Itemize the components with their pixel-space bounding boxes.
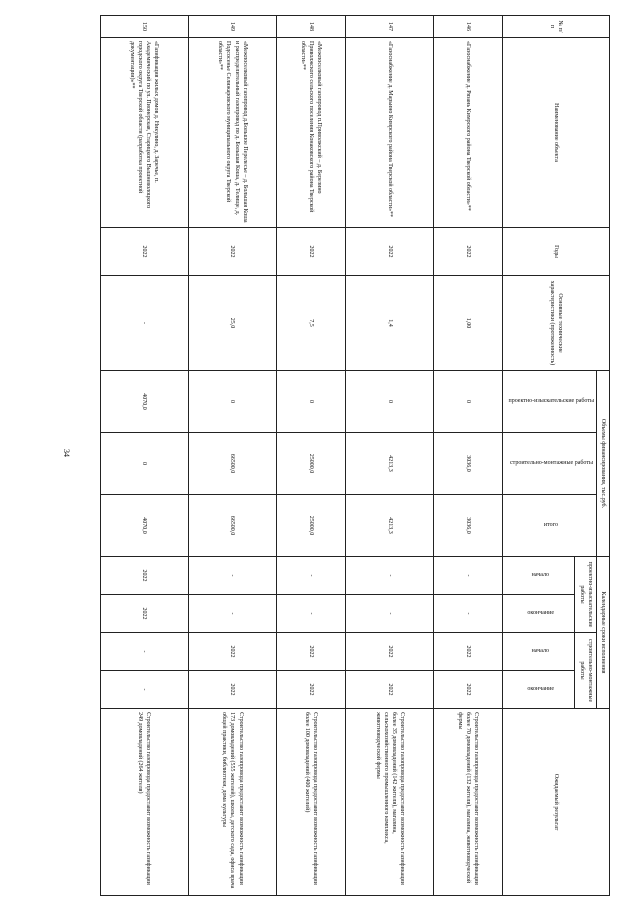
header-fin-construction	[503, 433, 597, 495]
cell-pir-start: -	[277, 557, 346, 595]
cell-name: «Межпоселковый газопровод д.Большое Перелесье – д. Большая Коша и распределительный газопровод по д. Большая Коша, д. Телище, д. Подсосенье Селижаровского муниципального округа Тверской области»**	[188, 38, 276, 228]
cell-smr-end: -	[100, 671, 188, 709]
cell-smr-end: 2022	[434, 671, 503, 709]
header-pir-start-text: начало	[531, 572, 550, 579]
cell-fin-construction: 25000,0	[277, 433, 346, 495]
cell-name: «Межпоселковый газопровод п.Приволжский – д. Березино Приволжского сельского поселения Конаковского района Тверской области»**	[277, 38, 346, 228]
cell-pir-end: -	[346, 595, 434, 633]
header-smr-end-text: окончание	[527, 686, 554, 693]
cell-num: 150	[100, 16, 188, 38]
cell-num: 146	[434, 16, 503, 38]
header-characteristics: Основные технические характеристики (протяженность)	[503, 276, 610, 371]
cell-length: -	[100, 276, 188, 371]
cell-result: Строительство газопровода предоставит возможность газификации более 35 домовладений (142 жителя), магазина, сельскохозяйственного промышленного комплекса, животноводческой фермы	[346, 709, 434, 896]
table-row	[434, 16, 503, 896]
header-name: Наименование объекта	[503, 38, 610, 228]
header-fin-construction-text: строительно-монтажные работы	[509, 460, 593, 467]
header-result: Ожидаемый результат	[503, 709, 610, 896]
page-number: 34	[62, 449, 71, 457]
cell-fin-construction: 4213,3	[346, 433, 434, 495]
cell-pir-start: -	[434, 557, 503, 595]
cell-fin-total: 4070,0	[100, 495, 188, 557]
cell-name: «Газоснабжение д. Рязань Кимрского района Тверской области»**	[434, 38, 503, 228]
cell-length: 25,0	[188, 276, 276, 371]
header-sched-design: проектно-изыскательские работы	[575, 557, 597, 633]
cell-pir-start: -	[346, 557, 434, 595]
cell-pir-end: -	[188, 595, 276, 633]
cell-fin-total: 25000,0	[277, 495, 346, 557]
cell-result: Строительство газопровода предоставит возможность газификации более 100 домовладений (400 жителей)	[277, 709, 346, 896]
cell-fin-total: 3036,0	[434, 495, 503, 557]
cell-length: 7,5	[277, 276, 346, 371]
rotated-page	[100, 15, 610, 895]
header-schedule: Календарные сроки исполнения	[596, 557, 609, 709]
cell-smr-end: 2022	[346, 671, 434, 709]
cell-result: Строительство газопровода предоставит возможность газификации 249 домовладений (264 жителя)	[100, 709, 188, 896]
cell-num: 149	[188, 16, 276, 38]
table-row	[346, 16, 434, 896]
cell-smr-start: -	[100, 633, 188, 671]
cell-fin-construction: 3036,0	[434, 433, 503, 495]
cell-pir-end: -	[434, 595, 503, 633]
header-smr-start-text: начало	[531, 648, 550, 655]
cell-years: 2022	[346, 228, 434, 276]
cell-length: 1,00	[434, 276, 503, 371]
cell-fin-design: 0	[434, 371, 503, 433]
cell-smr-start: 2022	[188, 633, 276, 671]
cell-fin-total: 4213,3	[346, 495, 434, 557]
header-num: № п/п	[503, 16, 610, 38]
header-fin-design-text: проектно-изыскательские работы	[508, 398, 594, 405]
cell-pir-end: 2022	[100, 595, 188, 633]
header-pir-end	[503, 595, 575, 633]
cell-pir-start: -	[188, 557, 276, 595]
cell-result: Строительство газопровода предоставит возможность газификации более 70 домовладений (132 жителя), магазина, животноводческой фермы	[434, 709, 503, 896]
cell-years: 2022	[100, 228, 188, 276]
cell-smr-start: 2022	[277, 633, 346, 671]
cell-smr-end: 2022	[188, 671, 276, 709]
header-smr-start	[503, 633, 575, 671]
table-row	[277, 16, 346, 896]
header-pir-start	[503, 557, 575, 595]
cell-name: «Газоснабжение д. Марьино Кимрского района Тверской области»**	[346, 38, 434, 228]
header-fin-design	[503, 371, 597, 433]
cell-fin-design: 0	[346, 371, 434, 433]
header-fin-total-text: итого	[544, 522, 559, 529]
header-financing: Объемы финансирования, тыс.руб.	[596, 371, 609, 557]
cell-fin-design: 4070,0	[100, 371, 188, 433]
header-fin-total	[503, 495, 597, 557]
cell-pir-start: 2022	[100, 557, 188, 595]
header-sched-construction: строительно-монтажные работы	[575, 633, 597, 709]
cell-num: 147	[346, 16, 434, 38]
cell-num: 148	[277, 16, 346, 38]
cell-length: 1,4	[346, 276, 434, 371]
cell-fin-construction: 66500,0	[188, 433, 276, 495]
cell-smr-end: 2022	[277, 671, 346, 709]
investment-table	[100, 15, 610, 896]
cell-smr-start: 2022	[434, 633, 503, 671]
cell-smr-start: 2022	[346, 633, 434, 671]
cell-fin-design: 0	[277, 371, 346, 433]
cell-name: «Газификация жилых домов д. Никулино, д. Заречье, п. Академический по ул. Пионерская, Старицкого Вышневолоцкого городского округа Тверской области (разработка проектной документации)»**	[100, 38, 188, 228]
cell-fin-construction: 0	[100, 433, 188, 495]
table-row	[188, 16, 276, 896]
cell-years: 2022	[188, 228, 276, 276]
cell-pir-end: -	[277, 595, 346, 633]
cell-fin-design: 0	[188, 371, 276, 433]
header-smr-end	[503, 671, 575, 709]
cell-result: Строительство газопровода предоставит возможность газификации 173 домовладений (555 жителей), школы, детского сада, офиса врача общей практики, библиотеки, дома культуры	[188, 709, 276, 896]
table-row	[100, 16, 188, 896]
cell-fin-total: 66500,0	[188, 495, 276, 557]
cell-years: 2022	[277, 228, 346, 276]
header-pir-end-text: окончание	[527, 610, 554, 617]
header-years: Годы	[503, 228, 610, 276]
cell-years: 2022	[434, 228, 503, 276]
